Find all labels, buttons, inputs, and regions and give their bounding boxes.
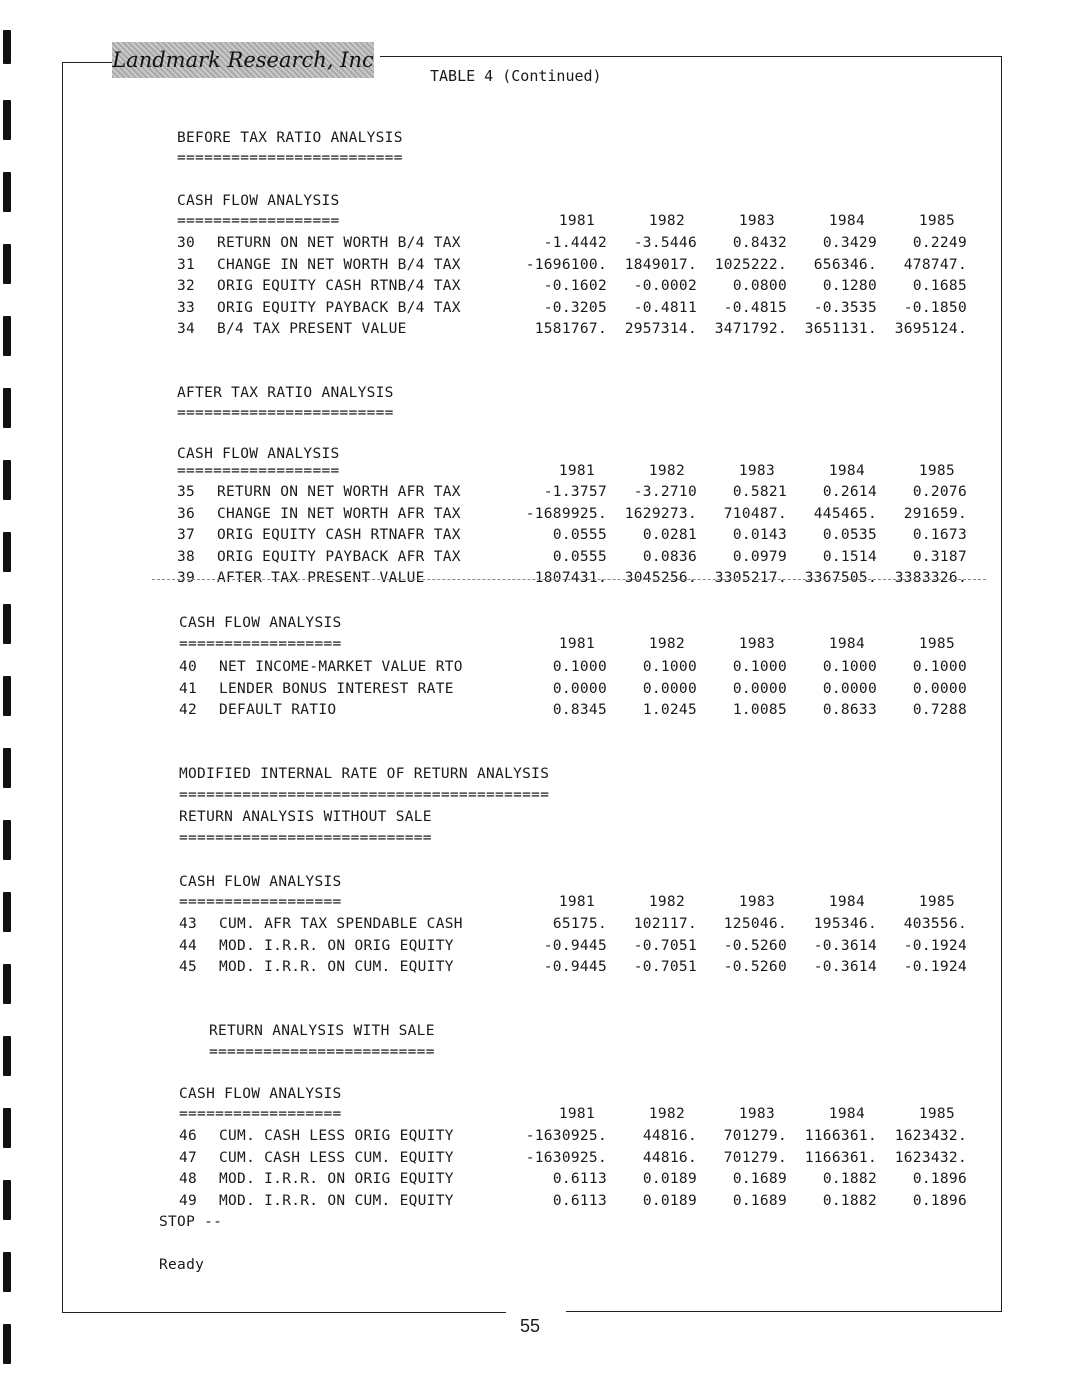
table-title: TABLE 4 (Continued)	[430, 67, 602, 85]
binder-hole	[3, 1252, 11, 1292]
row-number: 32	[177, 278, 196, 294]
table-row	[0, 937, 967, 958]
cell-value: -1.3757	[543, 484, 607, 500]
row-number: 35	[177, 484, 196, 500]
cell-value: 65175.	[552, 916, 607, 932]
year-header: 1984	[828, 1106, 865, 1122]
section-heading: MODIFIED INTERNAL RATE OF RETURN ANALYSIS	[179, 766, 550, 782]
cell-value: -0.1924	[903, 937, 967, 954]
cell-value: -0.5260	[723, 959, 787, 975]
year-header: 1983	[738, 636, 775, 652]
cell-value: 445465.	[813, 505, 877, 522]
cell-value: 0.0189	[642, 1192, 697, 1209]
year-header: 1982	[648, 894, 685, 910]
table-row	[0, 680, 967, 701]
cell-value: 0.0143	[732, 527, 787, 543]
cell-value: 0.0281	[642, 527, 697, 543]
binder-hole	[3, 748, 11, 788]
heading-rule: =========================================	[179, 787, 550, 803]
cell-value: 0.1000	[642, 659, 697, 675]
cell-value: -0.1602	[543, 278, 607, 294]
row-label: CUM. CASH LESS ORIG EQUITY	[219, 1128, 454, 1144]
cell-value: 0.1882	[822, 1192, 877, 1209]
cell-value: 3045256.	[624, 570, 697, 586]
cell-value: -1630925.	[525, 1149, 607, 1166]
row-label: CUM. CASH LESS CUM. EQUITY	[219, 1149, 454, 1166]
row-label: DEFAULT RATIO	[219, 702, 337, 718]
cell-value: 0.2614	[822, 484, 877, 500]
cell-value: 291659.	[903, 505, 967, 522]
table-row	[0, 278, 967, 298]
year-header-row	[0, 636, 955, 656]
year-header: 1984	[828, 463, 865, 479]
cell-value: 0.6113	[552, 1192, 607, 1209]
row-number: 49	[179, 1192, 198, 1209]
row-number: 30	[177, 235, 196, 251]
cell-value: 1623432.	[894, 1149, 967, 1166]
year-header: 1984	[828, 213, 865, 229]
sub-heading: RETURN ANALYSIS WITHOUT SALE	[179, 809, 432, 825]
year-header-row	[0, 213, 955, 233]
table-row	[0, 659, 967, 679]
cell-value: 0.0000	[552, 680, 607, 697]
cell-value: 0.8432	[732, 235, 787, 251]
table-row	[0, 1149, 967, 1170]
row-number: 39	[177, 570, 196, 586]
frame-border	[1001, 56, 1002, 1312]
row-number: 41	[179, 680, 198, 697]
cell-value: 1629273.	[624, 505, 697, 522]
cell-value: 0.0189	[642, 1171, 697, 1187]
section-heading: BEFORE TAX RATIO ANALYSIS	[177, 130, 403, 146]
year-header: 1981	[558, 213, 595, 229]
cell-value: 1623432.	[894, 1128, 967, 1144]
table-row	[0, 548, 967, 569]
company-logo: Landmark Research, Inc	[112, 42, 374, 78]
year-header: 1982	[648, 213, 685, 229]
cell-value: 0.1896	[912, 1171, 967, 1187]
row-label: MOD. I.R.R. ON CUM. EQUITY	[219, 1192, 454, 1209]
row-number: 48	[179, 1171, 198, 1187]
heading-rule: ========================	[177, 405, 394, 421]
year-header: 1981	[558, 1106, 595, 1122]
binder-hole	[3, 1324, 11, 1364]
frame-border	[62, 62, 112, 63]
table-row	[0, 484, 967, 504]
table-row	[0, 505, 967, 526]
binder-hole	[3, 1036, 11, 1076]
row-label: LENDER BONUS INTEREST RATE	[219, 680, 454, 697]
heading-rule: ==================	[179, 894, 342, 910]
year-header-row	[0, 463, 955, 483]
section-heading: AFTER TAX RATIO ANALYSIS	[177, 385, 394, 401]
binder-hole	[3, 388, 11, 428]
cell-value: 3695124.	[894, 321, 967, 337]
row-number: 45	[179, 959, 198, 975]
cell-value: 102117.	[633, 916, 697, 932]
sub-heading: CASH FLOW ANALYSIS	[179, 874, 342, 890]
ready-prompt: Ready	[159, 1257, 205, 1273]
frame-border	[566, 1311, 1002, 1312]
cell-value: 3651131.	[804, 321, 877, 337]
page-number: 55	[520, 1316, 541, 1336]
row-number: 42	[179, 702, 198, 718]
year-header: 1983	[738, 213, 775, 229]
cell-value: -0.1924	[903, 959, 967, 975]
row-label: B/4 TAX PRESENT VALUE	[217, 321, 407, 337]
cell-value: -0.7051	[633, 959, 697, 975]
cell-value: -3.5446	[633, 235, 697, 251]
table-row	[0, 1128, 967, 1148]
cell-value: 0.1000	[732, 659, 787, 675]
cell-value: 0.0836	[642, 548, 697, 565]
year-header-row	[0, 1106, 955, 1126]
cell-value: 403556.	[903, 916, 967, 932]
binder-hole	[3, 100, 11, 140]
cell-value: 2957314.	[624, 321, 697, 337]
binder-hole	[3, 30, 11, 64]
cell-value: 125046.	[723, 916, 787, 932]
row-label: ORIG EQUITY CASH RTNB/4 TAX	[217, 278, 461, 294]
year-header: 1985	[918, 636, 955, 652]
cell-value: 44816.	[642, 1149, 697, 1166]
year-header: 1983	[738, 1106, 775, 1122]
cell-value: 0.7288	[912, 702, 967, 718]
cell-value: 0.3187	[912, 548, 967, 565]
cell-value: 0.1514	[822, 548, 877, 565]
cell-value: -3.2710	[633, 484, 697, 500]
table-row	[0, 299, 967, 320]
cell-value: 1807431.	[534, 570, 607, 586]
cell-value: 195346.	[813, 916, 877, 932]
cell-value: 0.1673	[912, 527, 967, 543]
cell-value: -0.9445	[543, 937, 607, 954]
year-header: 1981	[558, 894, 595, 910]
row-label: ORIG EQUITY CASH RTNAFR TAX	[217, 527, 461, 543]
cell-value: 0.0555	[552, 548, 607, 565]
year-header: 1981	[558, 463, 595, 479]
cell-value: -1.4442	[543, 235, 607, 251]
cell-value: 0.1280	[822, 278, 877, 294]
cell-value: -0.1850	[903, 299, 967, 316]
table-row	[0, 702, 967, 722]
cell-value: -1630925.	[525, 1128, 607, 1144]
table-row	[0, 527, 967, 547]
cell-value: 0.0979	[732, 548, 787, 565]
row-number: 46	[179, 1128, 198, 1144]
cell-value: 0.1896	[912, 1192, 967, 1209]
cell-value: 0.0800	[732, 278, 787, 294]
cell-value: 1166361.	[804, 1128, 877, 1144]
cell-value: 44816.	[642, 1128, 697, 1144]
row-label: CUM. AFR TAX SPENDABLE CASH	[219, 916, 463, 932]
row-label: MOD. I.R.R. ON CUM. EQUITY	[219, 959, 454, 975]
cell-value: -0.5260	[723, 937, 787, 954]
cell-value: -0.7051	[633, 937, 697, 954]
stop-text: STOP --	[159, 1214, 223, 1230]
sub-heading: CASH FLOW ANALYSIS	[179, 1086, 342, 1102]
cell-value: 0.0000	[732, 680, 787, 697]
row-number: 40	[179, 659, 198, 675]
cell-value: 478747.	[903, 256, 967, 273]
table-row	[0, 235, 967, 255]
cell-value: 0.0535	[822, 527, 877, 543]
cell-value: -1689925.	[525, 505, 607, 522]
year-header: 1982	[648, 463, 685, 479]
row-label: CHANGE IN NET WORTH AFR TAX	[217, 505, 461, 522]
year-header: 1982	[648, 1106, 685, 1122]
cell-value: -0.3614	[813, 959, 877, 975]
cell-value: 0.0000	[822, 680, 877, 697]
row-number: 44	[179, 937, 198, 954]
cell-value: 1.0245	[642, 702, 697, 718]
row-number: 36	[177, 505, 196, 522]
cell-value: 0.3429	[822, 235, 877, 251]
cell-value: -0.3535	[813, 299, 877, 316]
row-label: ORIG EQUITY PAYBACK B/4 TAX	[217, 299, 461, 316]
row-number: 37	[177, 527, 196, 543]
cell-value: -0.4811	[633, 299, 697, 316]
cell-value: 1849017.	[624, 256, 697, 273]
cell-value: 1581767.	[534, 321, 607, 337]
cell-value: 3383326.	[894, 570, 967, 586]
cell-value: -0.3205	[543, 299, 607, 316]
cell-value: -0.4815	[723, 299, 787, 316]
strike-through-line	[152, 579, 986, 580]
table-row	[0, 321, 967, 341]
cell-value: -0.9445	[543, 959, 607, 975]
heading-rule: ============================	[179, 830, 432, 846]
row-label: RETURN ON NET WORTH AFR TAX	[217, 484, 461, 500]
year-header: 1983	[738, 894, 775, 910]
table-row	[0, 916, 967, 936]
year-header: 1984	[828, 894, 865, 910]
cell-value: 701279.	[723, 1128, 787, 1144]
row-label: ORIG EQUITY PAYBACK AFR TAX	[217, 548, 461, 565]
heading-rule: =========================	[209, 1044, 435, 1060]
sub-heading: CASH FLOW ANALYSIS	[177, 193, 340, 209]
table-row	[0, 1171, 967, 1191]
cell-value: 0.6113	[552, 1171, 607, 1187]
sub-heading: RETURN ANALYSIS WITH SALE	[209, 1023, 435, 1039]
cell-value: -0.3614	[813, 937, 877, 954]
row-number: 38	[177, 548, 196, 565]
cell-value: 0.1689	[732, 1192, 787, 1209]
cell-value: 0.0000	[912, 680, 967, 697]
cell-value: 1166361.	[804, 1149, 877, 1166]
cell-value: 0.0555	[552, 527, 607, 543]
row-label: MOD. I.R.R. ON ORIG EQUITY	[219, 1171, 454, 1187]
year-header: 1985	[918, 894, 955, 910]
year-header: 1985	[918, 1106, 955, 1122]
cell-value: 0.2076	[912, 484, 967, 500]
cell-value: 656346.	[813, 256, 877, 273]
table-row	[0, 256, 967, 277]
cell-value: 0.0000	[642, 680, 697, 697]
row-label: AFTER TAX PRESENT VALUE	[217, 570, 425, 586]
row-label: CHANGE IN NET WORTH B/4 TAX	[217, 256, 461, 273]
cell-value: 0.2249	[912, 235, 967, 251]
frame-border	[62, 1312, 506, 1313]
table-row	[0, 959, 967, 979]
cell-value: 0.5821	[732, 484, 787, 500]
table-row	[0, 1192, 967, 1213]
binder-hole	[3, 820, 11, 860]
cell-value: 701279.	[723, 1149, 787, 1166]
year-header: 1985	[918, 213, 955, 229]
binder-hole	[3, 172, 11, 212]
cell-value: 0.1689	[732, 1171, 787, 1187]
year-header: 1984	[828, 636, 865, 652]
year-header: 1983	[738, 463, 775, 479]
heading-rule: ==================	[179, 1106, 342, 1122]
row-number: 34	[177, 321, 196, 337]
sub-heading: CASH FLOW ANALYSIS	[179, 615, 342, 631]
year-header-row	[0, 894, 955, 914]
sub-heading: CASH FLOW ANALYSIS	[177, 446, 340, 462]
cell-value: 0.1000	[912, 659, 967, 675]
year-header: 1981	[558, 636, 595, 652]
row-number: 33	[177, 299, 196, 316]
cell-value: 1.0085	[732, 702, 787, 718]
cell-value: 710487.	[723, 505, 787, 522]
heading-rule: ==================	[177, 213, 340, 229]
cell-value: 0.1685	[912, 278, 967, 294]
cell-value: -1696100.	[525, 256, 607, 273]
row-label: NET INCOME-MARKET VALUE RTO	[219, 659, 463, 675]
cell-value: 0.1882	[822, 1171, 877, 1187]
row-number: 47	[179, 1149, 198, 1166]
year-header: 1982	[648, 636, 685, 652]
cell-value: 0.8345	[552, 702, 607, 718]
year-header: 1985	[918, 463, 955, 479]
cell-value: 3305217.	[714, 570, 787, 586]
cell-value: 3367505.	[804, 570, 877, 586]
cell-value: 0.1000	[822, 659, 877, 675]
cell-value: 0.1000	[552, 659, 607, 675]
cell-value: 3471792.	[714, 321, 787, 337]
table-row	[0, 570, 967, 590]
heading-rule: ==================	[179, 636, 342, 652]
cell-value: 1025222.	[714, 256, 787, 273]
row-number: 31	[177, 256, 196, 273]
row-label: RETURN ON NET WORTH B/4 TAX	[217, 235, 461, 251]
cell-value: -0.0002	[633, 278, 697, 294]
cell-value: 0.8633	[822, 702, 877, 718]
frame-border	[380, 56, 1002, 57]
row-number: 43	[179, 916, 198, 932]
heading-rule: =========================	[177, 150, 403, 166]
row-label: MOD. I.R.R. ON ORIG EQUITY	[219, 937, 454, 954]
heading-rule: ==================	[177, 463, 340, 479]
